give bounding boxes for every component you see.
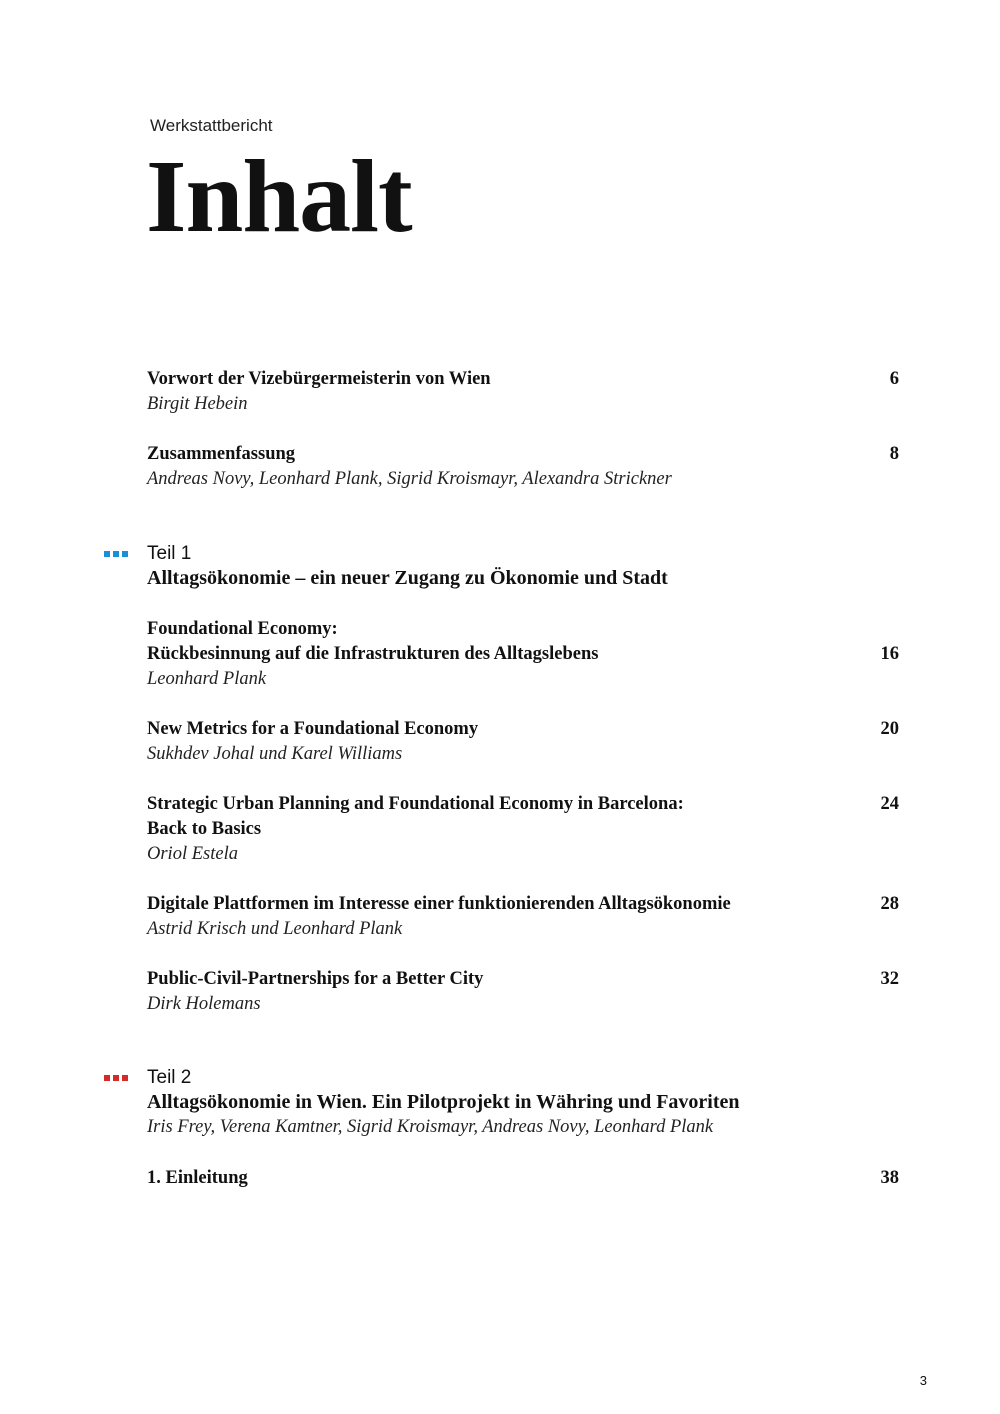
series-label: Werkstattbericht: [150, 116, 273, 135]
toc-entry[interactable]: [147, 892, 867, 942]
entry-page-number: 20: [880, 719, 899, 739]
page-title: Inhalt: [146, 139, 412, 254]
part2-marker-icon: [104, 1075, 128, 1081]
toc-entry[interactable]: [147, 792, 867, 867]
entry-title: Digitale Plattformen im Interesse einer funktionierenden Alltagsökonomie: [147, 894, 731, 914]
entry-title-line2: Rückbesinnung auf die Infrastrukturen des Alltagslebens: [147, 644, 599, 664]
entry-author: Sukhdev Johal und Karel Williams: [147, 744, 403, 764]
entry-title-line1: Foundational Economy:: [147, 619, 338, 639]
part2-heading: [147, 1065, 907, 1140]
entry-title: New Metrics for a Foundational Economy: [147, 719, 479, 739]
entry-author: Birgit Hebein: [147, 394, 248, 414]
entry-page-number: 8: [889, 444, 899, 464]
part-label: Teil 1: [147, 543, 192, 564]
entry-page-number: 6: [889, 369, 899, 389]
toc-entry[interactable]: [147, 967, 867, 1017]
toc-entry[interactable]: [147, 617, 867, 692]
entry-page-number: 16: [880, 644, 899, 664]
entry-title: 1. Einleitung: [147, 1168, 248, 1188]
entry-page-number: 24: [880, 794, 899, 814]
entry-author: Dirk Holemans: [147, 994, 261, 1014]
part-title: Alltagsökonomie in Wien. Ein Pilotprojekt in Währing und Favoriten: [147, 1091, 740, 1113]
entry-title-line1: Strategic Urban Planning and Foundational Economy in Barcelona:: [147, 794, 684, 814]
entry-title: Zusammenfassung: [147, 444, 296, 464]
toc-entry[interactable]: [147, 717, 867, 767]
toc-entry[interactable]: [147, 442, 907, 492]
part1-heading: [147, 541, 907, 591]
page-number: 3: [919, 1373, 927, 1388]
part-title: Alltagsökonomie – ein neuer Zugang zu Ökonomie und Stadt: [147, 567, 668, 589]
toc-entry[interactable]: [147, 1166, 867, 1191]
entry-author: Andreas Novy, Leonhard Plank, Sigrid Kroismayr, Alexandra Strickner: [147, 469, 672, 489]
entry-title: Public-Civil-Partnerships for a Better City: [147, 969, 484, 989]
toc-entry[interactable]: [147, 367, 907, 417]
entry-author: Oriol Estela: [147, 844, 238, 864]
part1-marker-icon: [104, 551, 128, 557]
entry-author: Leonhard Plank: [147, 669, 267, 689]
part-label: Teil 2: [147, 1067, 192, 1088]
entry-page-number: 38: [880, 1168, 899, 1188]
entry-author: Astrid Krisch und Leonhard Plank: [147, 919, 403, 939]
entry-page-number: 32: [880, 969, 899, 989]
entry-title-line2: Back to Basics: [147, 819, 262, 839]
part-authors: Iris Frey, Verena Kamtner, Sigrid Kroismayr, Andreas Novy, Leonhard Plank: [147, 1117, 714, 1137]
entry-title: Vorwort der Vizebürgermeisterin von Wien: [147, 369, 491, 389]
entry-page-number: 28: [880, 894, 899, 914]
